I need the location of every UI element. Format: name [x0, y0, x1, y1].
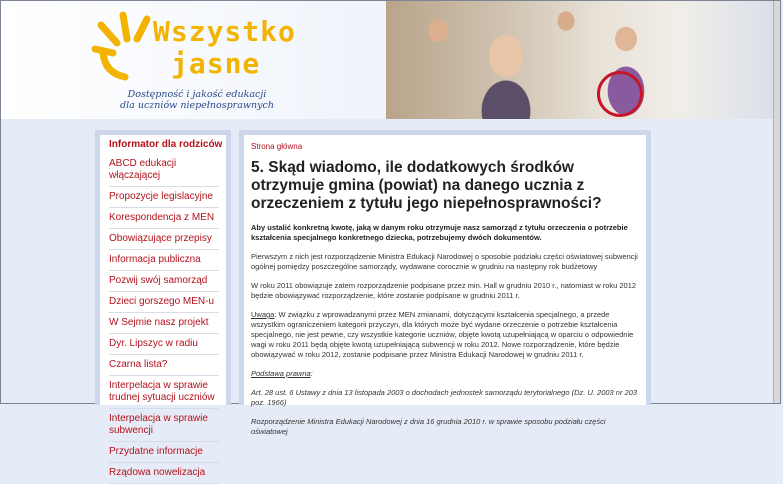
- sidebar-item[interactable]: [109, 409, 219, 442]
- site-tagline: [97, 89, 297, 111]
- wheelchair-wheel-graphic: [597, 71, 643, 117]
- sidebar-title: Informator dla rodziców: [109, 139, 223, 150]
- sidebar-item[interactable]: [109, 208, 219, 229]
- sidebar-item-label[interactable]: Czarna lista?: [109, 359, 168, 370]
- sidebar-item[interactable]: [109, 463, 219, 484]
- sidebar-item[interactable]: [109, 229, 219, 250]
- main-content: [239, 130, 651, 436]
- sidebar-item-label[interactable]: Korespondencja z MEN: [109, 212, 215, 223]
- legal-basis-heading: [251, 369, 640, 379]
- paragraph-2: W roku 2011 obowiązuje zatem rozporządzenie podpisane przez min. Hall w grudniu 2010 r., natomiast w roku 2012 będzie obowiązywać rozporządzenie, które zostanie podpisane w grudniu 2011 r.: [251, 281, 637, 300]
- breadcrumb[interactable]: Strona główna: [251, 142, 303, 151]
- sidebar-item[interactable]: [109, 187, 219, 208]
- vertical-scrollbar[interactable]: [773, 1, 780, 403]
- sidebar-item-label[interactable]: Dyr. Lipszyc w radiu: [109, 338, 198, 349]
- legal-basis-1: Art. 28 ust. 6 Ustawy z dnia 13 listopada 2003 o dochodach jednostek samorządu terytorialnego (Dz. U. 2003 nr 203 poz. 1966): [251, 388, 638, 407]
- tagline-line1: Dostępność i jakość edukacji: [127, 89, 267, 100]
- sidebar-item-label[interactable]: Przydatne informacje: [109, 446, 203, 457]
- sidebar-nav: [100, 154, 226, 484]
- sidebar: [95, 130, 231, 478]
- sidebar-item[interactable]: [109, 250, 219, 271]
- sidebar-item[interactable]: [109, 292, 219, 313]
- legal-basis-label: Podstawa prawna: [251, 369, 311, 378]
- sidebar-item-label[interactable]: Propozycje legislacyjne: [109, 191, 213, 202]
- sidebar-item[interactable]: [109, 442, 219, 463]
- note-text: : W związku z wprowadzanymi przez MEN zmianami, dotyczącymi kształcenia specjalnego, a przede wszystkim ograniczeniem kategorii przyczyn, dla których może być wydane orzeczenie o potrzebie kształcenia specjalnego, nie jest pewne, czy wszystkie kategorie uczniów, objęte kwotą uzupełniającą w oparciu o odpowiednie wagi w roku 2011 będą objęte kwotą uzupełniającą subwencji w roku 2012. Nowe rozporządzenie, które będzie obowiązywać w roku 2012, zostanie podpisane przez Ministra Edukacji Narodowej w grudniu 2011 r.: [251, 310, 634, 359]
- legal-basis-2: Rozporządzenie Ministra Edukacji Narodowej z dnia 16 grudnia 2010 r. w sprawie sposobu podziału części oświatowej: [251, 417, 606, 436]
- sidebar-item-label[interactable]: W Sejmie nasz projekt: [109, 317, 209, 328]
- sidebar-item-label[interactable]: Obowiązujące przepisy: [109, 233, 212, 244]
- sidebar-item[interactable]: [109, 334, 219, 355]
- sidebar-item[interactable]: [109, 376, 219, 409]
- sidebar-item-label[interactable]: Informacja publiczna: [109, 254, 201, 265]
- sidebar-item-label[interactable]: Dzieci gorszego MEN-u: [109, 296, 215, 307]
- paragraph-1: Pierwszym z nich jest rozporządzenie Ministra Edukacji Narodowej o sposobie podziału części oświatowej subwencji ogólnej pomiędzy poszczególne samorządy, wydawane corocznie w grudniu na następny rok budżetowy: [251, 252, 638, 271]
- legal-basis-colon: :: [310, 369, 313, 378]
- note-label: Uwaga: [251, 310, 275, 319]
- paragraph-3: [251, 310, 640, 360]
- sidebar-item-label[interactable]: Interpelacja w sprawie subwencji: [109, 413, 208, 436]
- logo-text-line1[interactable]: Wszystko: [153, 15, 296, 48]
- header-photo: [386, 1, 777, 119]
- sidebar-item-label[interactable]: Pozwij swój samorząd: [109, 275, 208, 286]
- sidebar-item[interactable]: [109, 313, 219, 334]
- tagline-line2: dla uczniów niepełnosprawnych: [120, 100, 274, 111]
- logo-text-line2[interactable]: jasne: [171, 47, 261, 80]
- page-title: 5. Skąd wiadomo, ile dodatkowych środków otrzymuje gmina (powiat) na danego ucznia z orzeczeniem z tytułu jego niepełnosprawności?: [251, 159, 602, 212]
- lead-paragraph: Aby ustalić konkretną kwotę, jaką w danym roku otrzymuje nasz samorząd z tytułu orzeczenia o potrzebie kształcenia specjalnego konkretnego dziecka, potrzebujemy dwóch dokumentów.: [251, 223, 628, 242]
- sidebar-item[interactable]: [109, 271, 219, 292]
- site-header: [1, 1, 777, 119]
- sidebar-item-label[interactable]: Interpelacja w sprawie trudnej sytuacji uczniów: [109, 380, 215, 403]
- sidebar-item-label[interactable]: ABCD edukacji włączającej: [109, 158, 177, 181]
- sidebar-item-label[interactable]: Rządowa nowelizacja: [109, 467, 206, 478]
- sidebar-item[interactable]: [109, 154, 219, 187]
- sidebar-item[interactable]: [109, 355, 219, 376]
